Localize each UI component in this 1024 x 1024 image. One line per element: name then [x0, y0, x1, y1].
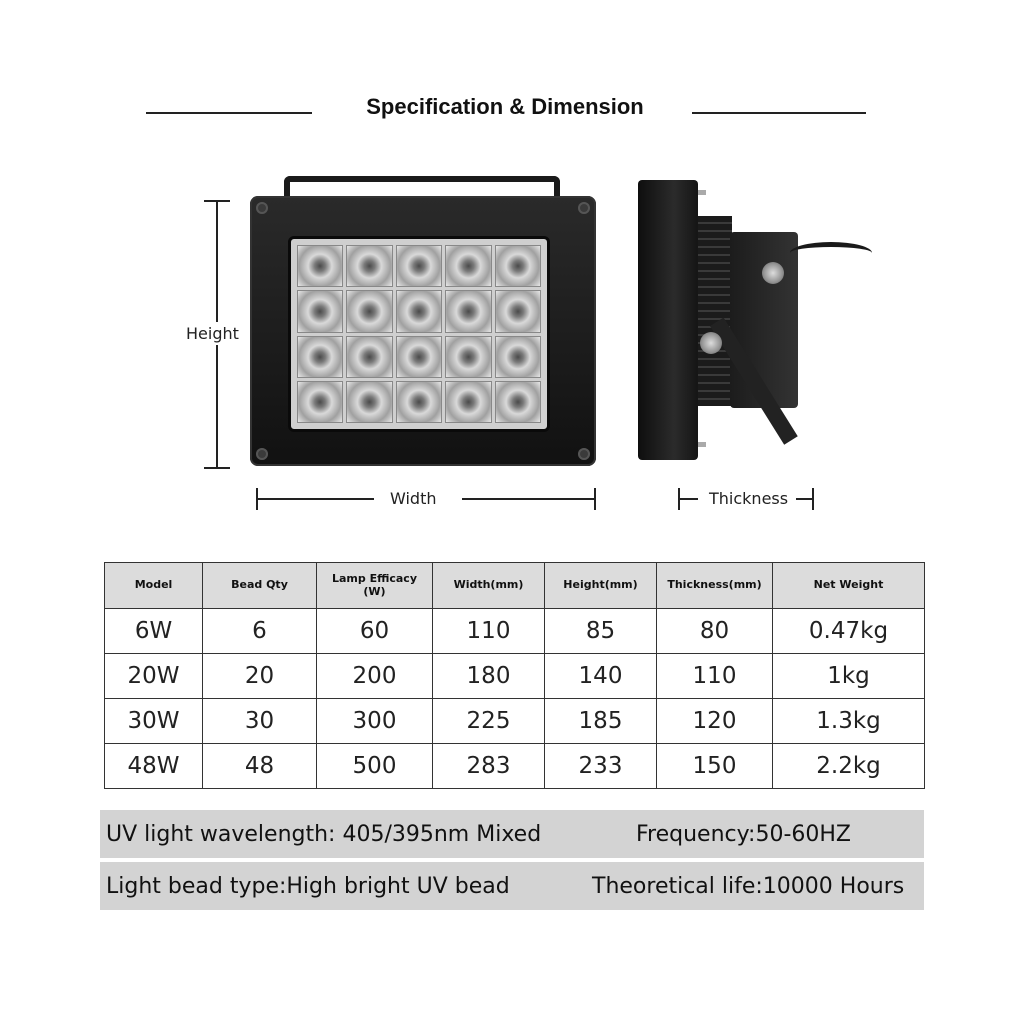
title-rule-right: [692, 112, 866, 114]
cell-lamp-efficacy: 60: [317, 609, 433, 654]
column-header-thickness: Thickness(mm): [657, 563, 773, 609]
cell-model: 20W: [105, 654, 203, 699]
cell-lamp-efficacy: 200: [317, 654, 433, 699]
cell-lamp-efficacy: 500: [317, 744, 433, 789]
screw-icon: [256, 202, 268, 214]
life-text: Theoretical life:10000 Hours: [592, 874, 905, 899]
column-header-lamp-efficacy: Lamp Efficacy (W): [317, 563, 433, 609]
column-header-height: Height(mm): [545, 563, 657, 609]
led-bead: [346, 336, 392, 378]
width-dimension-cap-right: [594, 488, 596, 510]
cell-net-weight: 1kg: [773, 654, 925, 699]
led-bead: [346, 290, 392, 332]
cell-height: 140: [545, 654, 657, 699]
table-header-row: [105, 563, 925, 609]
cell-model: 6W: [105, 609, 203, 654]
cell-net-weight: 2.2kg: [773, 744, 925, 789]
cell-height: 233: [545, 744, 657, 789]
table-row: [105, 744, 925, 789]
led-bead: [346, 245, 392, 287]
info-bar-wavelength: [100, 810, 924, 858]
cell-model: 30W: [105, 699, 203, 744]
cell-bead-qty: 30: [203, 699, 317, 744]
cell-width: 110: [433, 609, 545, 654]
led-bead: [495, 290, 541, 332]
cell-width: 180: [433, 654, 545, 699]
bolt-icon: [700, 332, 722, 354]
height-label: Height: [186, 324, 239, 343]
cell-model: 48W: [105, 744, 203, 789]
cable-gland-icon: [762, 262, 784, 284]
cell-bead-qty: 48: [203, 744, 317, 789]
lamp-side-view: [630, 176, 880, 466]
led-bead: [297, 245, 343, 287]
table-row: [105, 609, 925, 654]
cell-bead-qty: 6: [203, 609, 317, 654]
column-header-net-weight: Net Weight: [773, 563, 925, 609]
info-bar-bead-type: [100, 862, 924, 910]
width-label: Width: [390, 489, 437, 508]
table-row: [105, 654, 925, 699]
cell-width: 283: [433, 744, 545, 789]
led-bead: [346, 381, 392, 423]
led-bead: [495, 245, 541, 287]
cell-net-weight: 1.3kg: [773, 699, 925, 744]
table-row: [105, 699, 925, 744]
heatsink-fins: [698, 216, 732, 406]
cell-thickness: 120: [657, 699, 773, 744]
width-dimension-line-right: [462, 498, 596, 500]
cell-height: 85: [545, 609, 657, 654]
screw-icon: [256, 448, 268, 460]
led-bead: [495, 381, 541, 423]
power-cable: [790, 242, 872, 264]
wavelength-text: UV light wavelength: 405/395nm Mixed: [106, 822, 542, 847]
screw-icon: [578, 202, 590, 214]
thickness-dimension-cap-right: [812, 488, 814, 510]
cell-width: 225: [433, 699, 545, 744]
lamp-side-body: [638, 180, 698, 460]
column-header-model: Model: [105, 563, 203, 609]
led-bead: [445, 290, 491, 332]
thickness-label: Thickness: [709, 489, 789, 508]
led-bead: [297, 336, 343, 378]
title-rule-left: [146, 112, 312, 114]
lamp-front-view: [250, 172, 596, 468]
cell-bead-qty: 20: [203, 654, 317, 699]
cell-height: 185: [545, 699, 657, 744]
width-dimension-line-left: [256, 498, 374, 500]
led-bead: [396, 336, 442, 378]
led-bead: [297, 290, 343, 332]
frequency-text: Frequency:50-60HZ: [636, 822, 852, 847]
led-bead: [396, 381, 442, 423]
spec-table: [104, 562, 925, 789]
led-bead: [445, 381, 491, 423]
led-bead: [396, 290, 442, 332]
cell-thickness: 150: [657, 744, 773, 789]
screw-icon: [578, 448, 590, 460]
cell-thickness: 80: [657, 609, 773, 654]
height-dimension-cap-top: [204, 200, 230, 202]
cell-thickness: 110: [657, 654, 773, 699]
cell-lamp-efficacy: 300: [317, 699, 433, 744]
column-header-width: Width(mm): [433, 563, 545, 609]
led-bead: [445, 245, 491, 287]
column-header-bead-qty: Bead Qty: [203, 563, 317, 609]
thickness-dimension-line-right: [796, 498, 812, 500]
bead-type-text: Light bead type:High bright UV bead: [106, 874, 510, 899]
page-title: Specification & Dimension: [366, 94, 644, 119]
height-dimension-cap-bottom: [204, 467, 230, 469]
cell-net-weight: 0.47kg: [773, 609, 925, 654]
thickness-dimension-line-left: [678, 498, 698, 500]
led-bead: [396, 245, 442, 287]
led-bead: [297, 381, 343, 423]
led-bead: [445, 336, 491, 378]
led-panel: [288, 236, 550, 432]
led-bead: [495, 336, 541, 378]
